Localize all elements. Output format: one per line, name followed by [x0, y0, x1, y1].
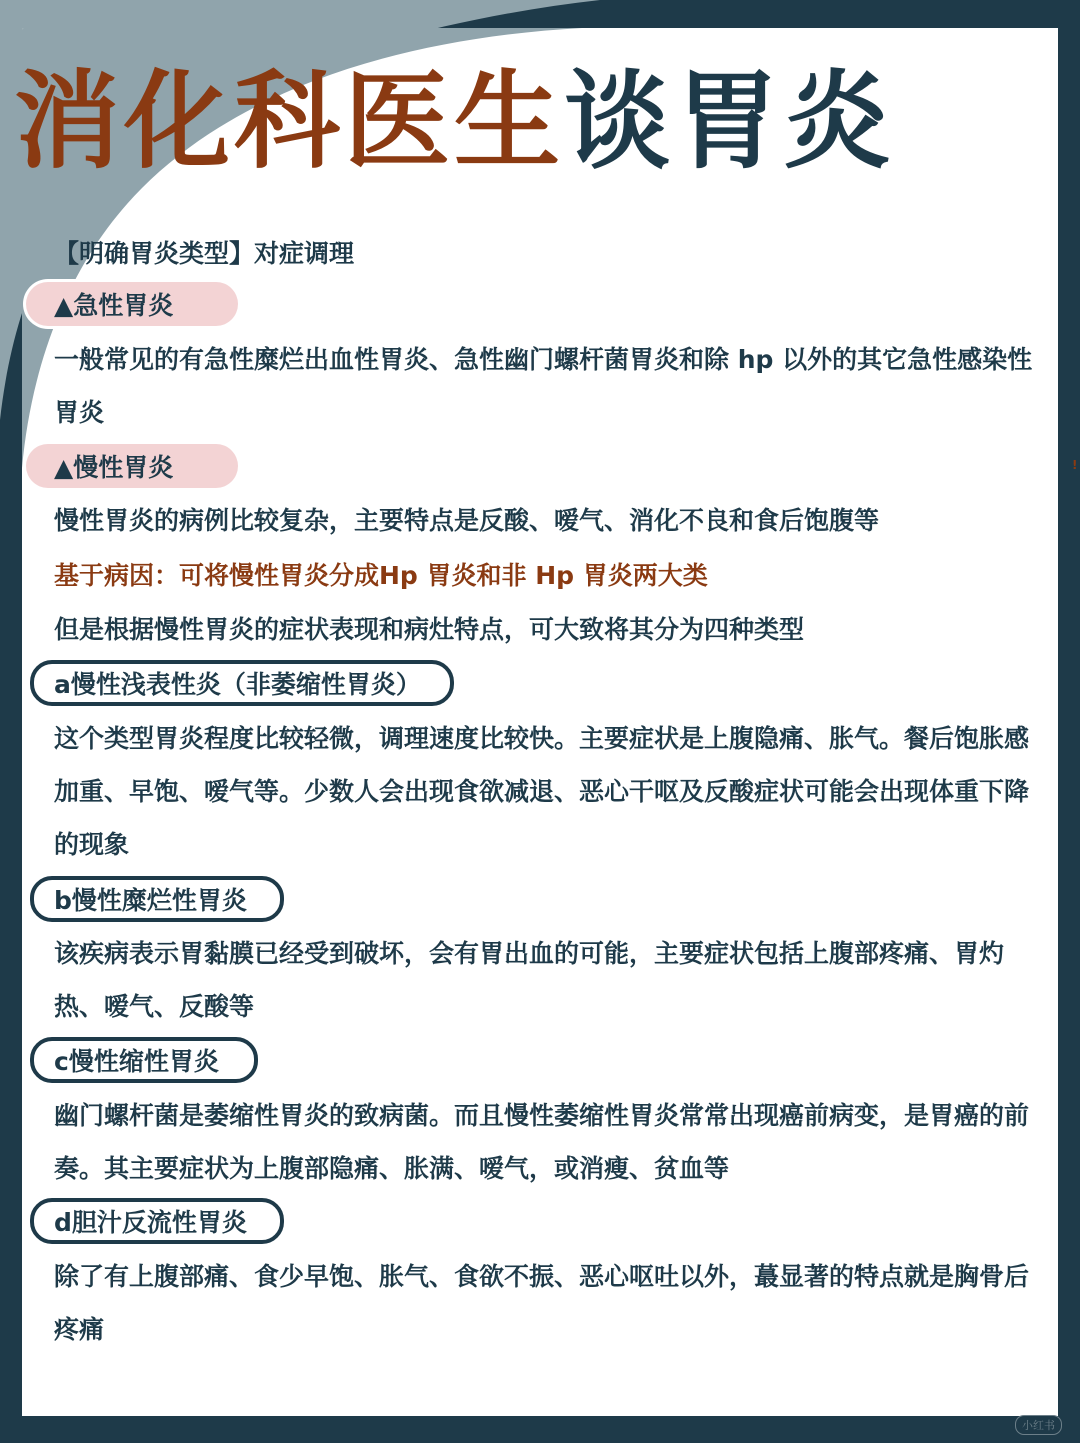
chronic-gastritis-types-intro: 但是根据慢性胃炎的症状表现和病灶特点，可大致将其分为四种类型	[54, 615, 805, 644]
type-a-text: 这个类型胃炎程度比较轻微，调理速度比较快。主要症状是上腹隐痛、胀气。餐后饱胀感加重、早饱、嗳气等。少数人会出现食欲减退、恶心干呕及反酸症状可能会出现体重下降的现象	[54, 724, 1030, 859]
side-edge-mark: !	[1072, 458, 1078, 472]
type-d-heading: d胆汁反流性胃炎	[30, 1198, 284, 1244]
type-a-heading: a慢性浅表性炎（非萎缩性胃炎）	[30, 660, 454, 706]
acute-gastritis-heading: ▲急性胃炎	[26, 282, 238, 326]
acute-gastritis-text: 一般常见的有急性糜烂出血性胃炎、急性幽门螺杆菌胃炎和除 hp 以外的其它急性感染性胃炎	[54, 345, 1033, 427]
chronic-gastritis-heading: ▲慢性胃炎	[26, 444, 238, 488]
title-part-navy: 谈胃炎	[564, 60, 894, 183]
type-b-heading: b慢性糜烂性胃炎	[30, 876, 284, 922]
type-c-text: 幽门螺杆菌是萎缩性胃炎的致病菌。而且慢性萎缩性胃炎常常出现癌前病变，是胃癌的前奏。其主要症状为上腹部隐痛、胀满、嗳气，或消瘦、贫血等	[54, 1101, 1030, 1183]
page-title	[14, 58, 1044, 185]
type-b-text: 该疾病表示胃黏膜已经受到破坏，会有胃出血的可能，主要症状包括上腹部疼痛、胃灼热、嗳气、反酸等	[54, 939, 1005, 1021]
type-d-text: 除了有上腹部痛、食少早饱、胀气、食欲不振、恶心呕吐以外，蕞显著的特点就是胸骨后疼痛	[54, 1262, 1030, 1344]
chronic-gastritis-text: 慢性胃炎的病例比较复杂，主要特点是反酸、嗳气、消化不良和食后饱腹等	[54, 506, 880, 535]
subtitle: 【明确胃炎类型】对症调理	[54, 239, 355, 268]
watermark-logo: 小红书	[1015, 1415, 1062, 1435]
type-c-heading: c慢性缩性胃炎	[30, 1037, 258, 1083]
chronic-gastritis-cause: 基于病因：可将慢性胃炎分成Hp 胃炎和非 Hp 胃炎两大类	[54, 561, 708, 590]
title-part-red: 消化科医生	[14, 60, 564, 183]
